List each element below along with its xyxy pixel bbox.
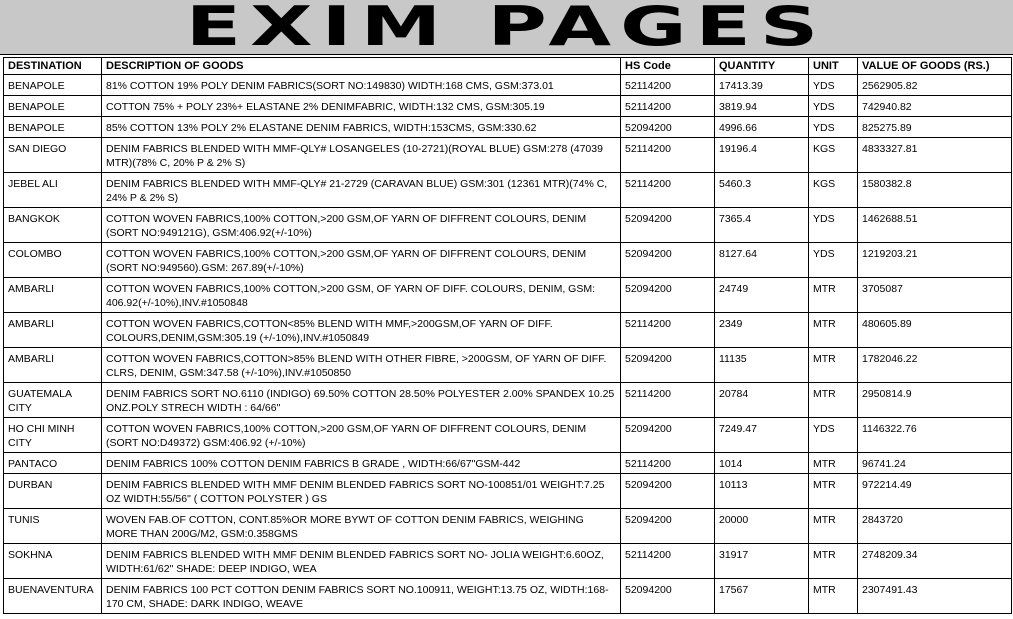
- cell-value: 3705087: [858, 278, 1012, 313]
- table-row: [4, 579, 1012, 614]
- cell-unit: MTR: [809, 348, 858, 383]
- cell-hs-code: 52114200: [621, 138, 715, 173]
- cell-value: 1580382.8: [858, 173, 1012, 208]
- cell-unit: YDS: [809, 418, 858, 453]
- cell-destination: PANTACO: [4, 453, 102, 474]
- cell-value: 1219203.21: [858, 243, 1012, 278]
- cell-unit: YDS: [809, 96, 858, 117]
- cell-quantity: 7249.47: [715, 418, 809, 453]
- cell-value: 2562905.82: [858, 75, 1012, 96]
- table-row: [4, 383, 1012, 418]
- cell-destination: BENAPOLE: [4, 96, 102, 117]
- cell-destination: BANGKOK: [4, 208, 102, 243]
- cell-quantity: 1014: [715, 453, 809, 474]
- cell-unit: MTR: [809, 509, 858, 544]
- cell-description: DENIM FABRICS 100% COTTON DENIM FABRICS B GRADE , WIDTH:66/67"GSM-442: [102, 453, 621, 474]
- table-row: [4, 138, 1012, 173]
- table-row: [4, 208, 1012, 243]
- table-header-row: [4, 58, 1012, 75]
- cell-description: COTTON WOVEN FABRICS,COTTON<85% BLEND WITH MMF,>200GSM,OF YARN OF DIFF. COLOURS,DENIM,GSM:305.19 (+/-10%),INV.#1050849: [102, 313, 621, 348]
- cell-quantity: 17413.39: [715, 75, 809, 96]
- cell-hs-code: 52094200: [621, 278, 715, 313]
- cell-description: COTTON 75% + POLY 23%+ ELASTANE 2% DENIMFABRIC, WIDTH:132 CMS, GSM:305.19: [102, 96, 621, 117]
- table-row: [4, 418, 1012, 453]
- cell-destination: SAN DIEGO: [4, 138, 102, 173]
- cell-hs-code: 52114200: [621, 75, 715, 96]
- cell-value: 4833327.81: [858, 138, 1012, 173]
- cell-hs-code: 52114200: [621, 453, 715, 474]
- cell-unit: MTR: [809, 579, 858, 614]
- cell-value: 2748209.34: [858, 544, 1012, 579]
- cell-destination: AMBARLI: [4, 348, 102, 383]
- cell-destination: DURBAN: [4, 474, 102, 509]
- cell-destination: BENAPOLE: [4, 75, 102, 96]
- cell-unit: YDS: [809, 208, 858, 243]
- cell-value: 96741.24: [858, 453, 1012, 474]
- cell-unit: MTR: [809, 544, 858, 579]
- cell-destination: BENAPOLE: [4, 117, 102, 138]
- cell-hs-code: 52094200: [621, 117, 715, 138]
- cell-quantity: 20000: [715, 509, 809, 544]
- cell-unit: KGS: [809, 138, 858, 173]
- cell-hs-code: 52094200: [621, 474, 715, 509]
- cell-value: 1462688.51: [858, 208, 1012, 243]
- cell-hs-code: 52094200: [621, 509, 715, 544]
- cell-unit: YDS: [809, 243, 858, 278]
- column-header-quantity: QUANTITY: [715, 58, 809, 75]
- cell-quantity: 5460.3: [715, 173, 809, 208]
- cell-quantity: 11135: [715, 348, 809, 383]
- cell-destination: COLOMBO: [4, 243, 102, 278]
- table-row: [4, 474, 1012, 509]
- cell-destination: SOKHNA: [4, 544, 102, 579]
- cell-description: WOVEN FAB.OF COTTON, CONT.85%OR MORE BYWT OF COTTON DENIM FABRICS, WEIGHING MORE THAN 200G/M2, GSM:0.358GMS: [102, 509, 621, 544]
- cell-quantity: 4996.66: [715, 117, 809, 138]
- cell-unit: MTR: [809, 383, 858, 418]
- table-row: [4, 348, 1012, 383]
- cell-unit: KGS: [809, 173, 858, 208]
- cell-hs-code: 52114200: [621, 96, 715, 117]
- cell-hs-code: 52094200: [621, 348, 715, 383]
- cell-value: 972214.49: [858, 474, 1012, 509]
- cell-description: COTTON WOVEN FABRICS,100% COTTON,>200 GSM,OF YARN OF DIFFRENT COLOURS, DENIM (SORT NO:949560).GSM: 267.89(+/-10%): [102, 243, 621, 278]
- cell-description: COTTON WOVEN FABRICS,100% COTTON,>200 GSM, OF YARN OF DIFF. COLOURS, DENIM, GSM: 406.92(+/-10%),INV.#1050848: [102, 278, 621, 313]
- cell-hs-code: 52114200: [621, 383, 715, 418]
- column-header-hs-code: HS Code: [621, 58, 715, 75]
- cell-description: DENIM FABRICS BLENDED WITH MMF-QLY# 21-2729 (CARAVAN BLUE) GSM:301 (12361 MTR)(74% C, 24% P & 2% S): [102, 173, 621, 208]
- table-row: [4, 544, 1012, 579]
- cell-value: 480605.89: [858, 313, 1012, 348]
- cell-description: DENIM FABRICS SORT NO.6110 (INDIGO) 69.50% COTTON 28.50% POLYESTER 2.00% SPANDEX 10.25 ONZ.POLY STRECH WIDTH : 64/66": [102, 383, 621, 418]
- cell-quantity: 24749: [715, 278, 809, 313]
- cell-hs-code: 52114200: [621, 313, 715, 348]
- cell-destination: BUENAVENTURA: [4, 579, 102, 614]
- cell-hs-code: 52094200: [621, 243, 715, 278]
- cell-description: 81% COTTON 19% POLY DENIM FABRICS(SORT NO:149830) WIDTH:168 CMS, GSM:373.01: [102, 75, 621, 96]
- cell-unit: YDS: [809, 75, 858, 96]
- table-row: [4, 243, 1012, 278]
- cell-quantity: 3819.94: [715, 96, 809, 117]
- table-row: [4, 453, 1012, 474]
- table-row: [4, 75, 1012, 96]
- cell-quantity: 17567: [715, 579, 809, 614]
- cell-value: 1782046.22: [858, 348, 1012, 383]
- cell-destination: AMBARLI: [4, 313, 102, 348]
- table-row: [4, 509, 1012, 544]
- cell-hs-code: 52094200: [621, 579, 715, 614]
- cell-quantity: 31917: [715, 544, 809, 579]
- table-row: [4, 173, 1012, 208]
- cell-quantity: 2349: [715, 313, 809, 348]
- cell-destination: GUATEMALA CITY: [4, 383, 102, 418]
- cell-unit: MTR: [809, 278, 858, 313]
- column-header-description: DESCRIPTION OF GOODS: [102, 58, 621, 75]
- page-banner: [0, 0, 1013, 58]
- cell-hs-code: 52094200: [621, 418, 715, 453]
- table-row: [4, 96, 1012, 117]
- cell-description: DENIM FABRICS BLENDED WITH MMF DENIM BLENDED FABRICS SORT NO- JOLIA WEIGHT:6.60OZ, WIDTH:61/62" SHADE: DEEP INDIGO, WEA: [102, 544, 621, 579]
- cell-description: COTTON WOVEN FABRICS,COTTON>85% BLEND WITH OTHER FIBRE, >200GSM, OF YARN OF DIFF. CLRS, DENIM, GSM:347.58 (+/-10%),INV.#1050850: [102, 348, 621, 383]
- cell-quantity: 8127.64: [715, 243, 809, 278]
- exports-table: [3, 57, 1012, 614]
- column-header-destination: DESTINATION: [4, 58, 102, 75]
- cell-quantity: 7365.4: [715, 208, 809, 243]
- table-row: [4, 313, 1012, 348]
- column-header-value: VALUE OF GOODS (RS.): [858, 58, 1012, 75]
- cell-value: 742940.82: [858, 96, 1012, 117]
- cell-hs-code: 52094200: [621, 208, 715, 243]
- page-title: EXIM PAGES: [185, 0, 828, 58]
- cell-value: 2950814.9: [858, 383, 1012, 418]
- column-header-unit: UNIT: [809, 58, 858, 75]
- cell-quantity: 10113: [715, 474, 809, 509]
- cell-description: DENIM FABRICS BLENDED WITH MMF DENIM BLENDED FABRICS SORT NO-100851/01 WEIGHT:7.25 OZ WIDTH:55/56" ( COTTON POLYSTER ) GS: [102, 474, 621, 509]
- cell-destination: JEBEL ALI: [4, 173, 102, 208]
- cell-description: DENIM FABRICS 100 PCT COTTON DENIM FABRICS SORT NO.100911, WEIGHT:13.75 OZ, WIDTH:168- 170 CM, SHADE: DARK INDIGO, WEAVE: [102, 579, 621, 614]
- cell-hs-code: 52114200: [621, 173, 715, 208]
- cell-destination: AMBARLI: [4, 278, 102, 313]
- cell-destination: HO CHI MINH CITY: [4, 418, 102, 453]
- cell-description: COTTON WOVEN FABRICS,100% COTTON,>200 GSM,OF YARN OF DIFFRENT COLOURS, DENIM (SORT NO:D49372) GSM:406.92 (+/-10%): [102, 418, 621, 453]
- table-row: [4, 278, 1012, 313]
- cell-unit: MTR: [809, 453, 858, 474]
- cell-value: 1146322.76: [858, 418, 1012, 453]
- cell-hs-code: 52114200: [621, 544, 715, 579]
- cell-unit: YDS: [809, 117, 858, 138]
- cell-quantity: 19196.4: [715, 138, 809, 173]
- cell-value: 825275.89: [858, 117, 1012, 138]
- cell-value: 2843720: [858, 509, 1012, 544]
- cell-unit: MTR: [809, 313, 858, 348]
- cell-unit: MTR: [809, 474, 858, 509]
- cell-quantity: 20784: [715, 383, 809, 418]
- cell-destination: TUNIS: [4, 509, 102, 544]
- table-row: [4, 117, 1012, 138]
- cell-description: 85% COTTON 13% POLY 2% ELASTANE DENIM FABRICS, WIDTH:153CMS, GSM:330.62: [102, 117, 621, 138]
- cell-description: DENIM FABRICS BLENDED WITH MMF-QLY# LOSANGELES (10-2721)(ROYAL BLUE) GSM:278 (47039 MTR)(78% C, 20% P & 2% S): [102, 138, 621, 173]
- cell-description: COTTON WOVEN FABRICS,100% COTTON,>200 GSM,OF YARN OF DIFFRENT COLOURS, DENIM (SORT NO:949121G), GSM:406.92(+/-10%): [102, 208, 621, 243]
- cell-value: 2307491.43: [858, 579, 1012, 614]
